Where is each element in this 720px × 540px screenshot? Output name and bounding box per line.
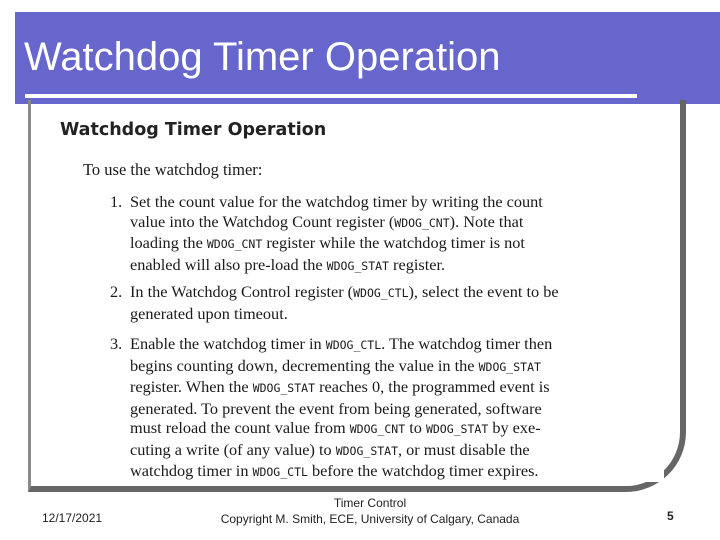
- text-segment: must reload the count value from: [130, 418, 350, 437]
- text-segment: watchdog timer in: [130, 461, 253, 480]
- step-line: [130, 399, 610, 419]
- text-segment: register while the watchdog timer is not: [262, 233, 525, 252]
- text-segment: to: [405, 418, 426, 437]
- register-name: WDOG_STAT: [326, 258, 389, 273]
- step-number: 3.: [110, 334, 123, 353]
- text-segment: . The watchdog timer then: [381, 334, 553, 353]
- text-segment: Set the count value for the watchdog timer by writing the count: [130, 192, 543, 211]
- text-segment: register.: [388, 254, 446, 274]
- step-number: 2.: [110, 282, 123, 301]
- register-name: WDOG_CNT: [394, 215, 450, 230]
- step-text: [130, 334, 610, 483]
- step-line: [130, 192, 610, 212]
- footer-date: 12/17/2021: [42, 511, 103, 525]
- text-segment: ), select the event to be: [408, 282, 559, 301]
- text-segment: generated upon timeout.: [130, 303, 288, 323]
- register-name: WDOG_CTL: [353, 286, 409, 300]
- document-heading: Watchdog Timer Operation: [60, 120, 327, 140]
- page-number: 5: [667, 509, 674, 523]
- register-name: WDOG_CNT: [206, 237, 263, 251]
- step-line: [130, 377, 610, 399]
- slide-title: Watchdog Timer Operation: [24, 35, 501, 79]
- step-line: [130, 461, 610, 483]
- step-line: [130, 255, 610, 277]
- title-underline: [25, 94, 637, 98]
- text-segment: register. When the: [130, 377, 253, 396]
- step-number: 1.: [110, 192, 123, 211]
- text-segment: reaches 0, the programmed event is: [315, 377, 550, 396]
- text-segment: ). Note that: [449, 211, 524, 231]
- register-name: WDOG_STAT: [478, 359, 541, 374]
- step-line: [130, 440, 610, 462]
- document-excerpt: [36, 110, 664, 482]
- step-line: [130, 212, 610, 234]
- document-intro: To use the watchdog timer:: [83, 160, 263, 179]
- step-line: [130, 334, 610, 356]
- step-line: [130, 418, 610, 440]
- step-line: [130, 233, 610, 255]
- text-segment: cuting a write (of any value) to: [130, 439, 336, 459]
- text-segment: enabled will also pre-load the: [130, 254, 327, 274]
- register-name: WDOG_STAT: [252, 381, 315, 395]
- text-segment: loading the: [130, 233, 207, 252]
- step-line: [130, 356, 610, 378]
- text-segment: In the Watchdog Control register (: [130, 282, 354, 301]
- text-segment: , or must disable the: [398, 439, 530, 459]
- step-line: [130, 304, 610, 324]
- text-segment: by exe-: [488, 418, 541, 437]
- text-segment: Enable the watchdog timer in: [130, 334, 326, 353]
- text-segment: generated. To prevent the event from being generated, software: [130, 398, 542, 418]
- footer-subject: Timer Control: [333, 496, 407, 510]
- footer-copyright: Copyright M. Smith, ECE, University of Calgary, Canada: [220, 512, 520, 526]
- register-name: WDOG_CTL: [325, 338, 382, 352]
- step-text: [130, 192, 610, 276]
- text-segment: begins counting down, decrementing the value in the: [130, 355, 479, 375]
- text-segment: before the watchdog timer expires.: [307, 461, 539, 480]
- text-segment: value into the Watchdog Count register (: [130, 211, 395, 231]
- step-line: [130, 282, 610, 304]
- register-name: WDOG_STAT: [335, 443, 399, 458]
- register-name: WDOG_CTL: [252, 465, 308, 479]
- step-text: [130, 282, 610, 323]
- register-name: WDOG_STAT: [425, 422, 489, 436]
- footer-info: [210, 495, 530, 527]
- register-name: WDOG_CNT: [349, 422, 406, 436]
